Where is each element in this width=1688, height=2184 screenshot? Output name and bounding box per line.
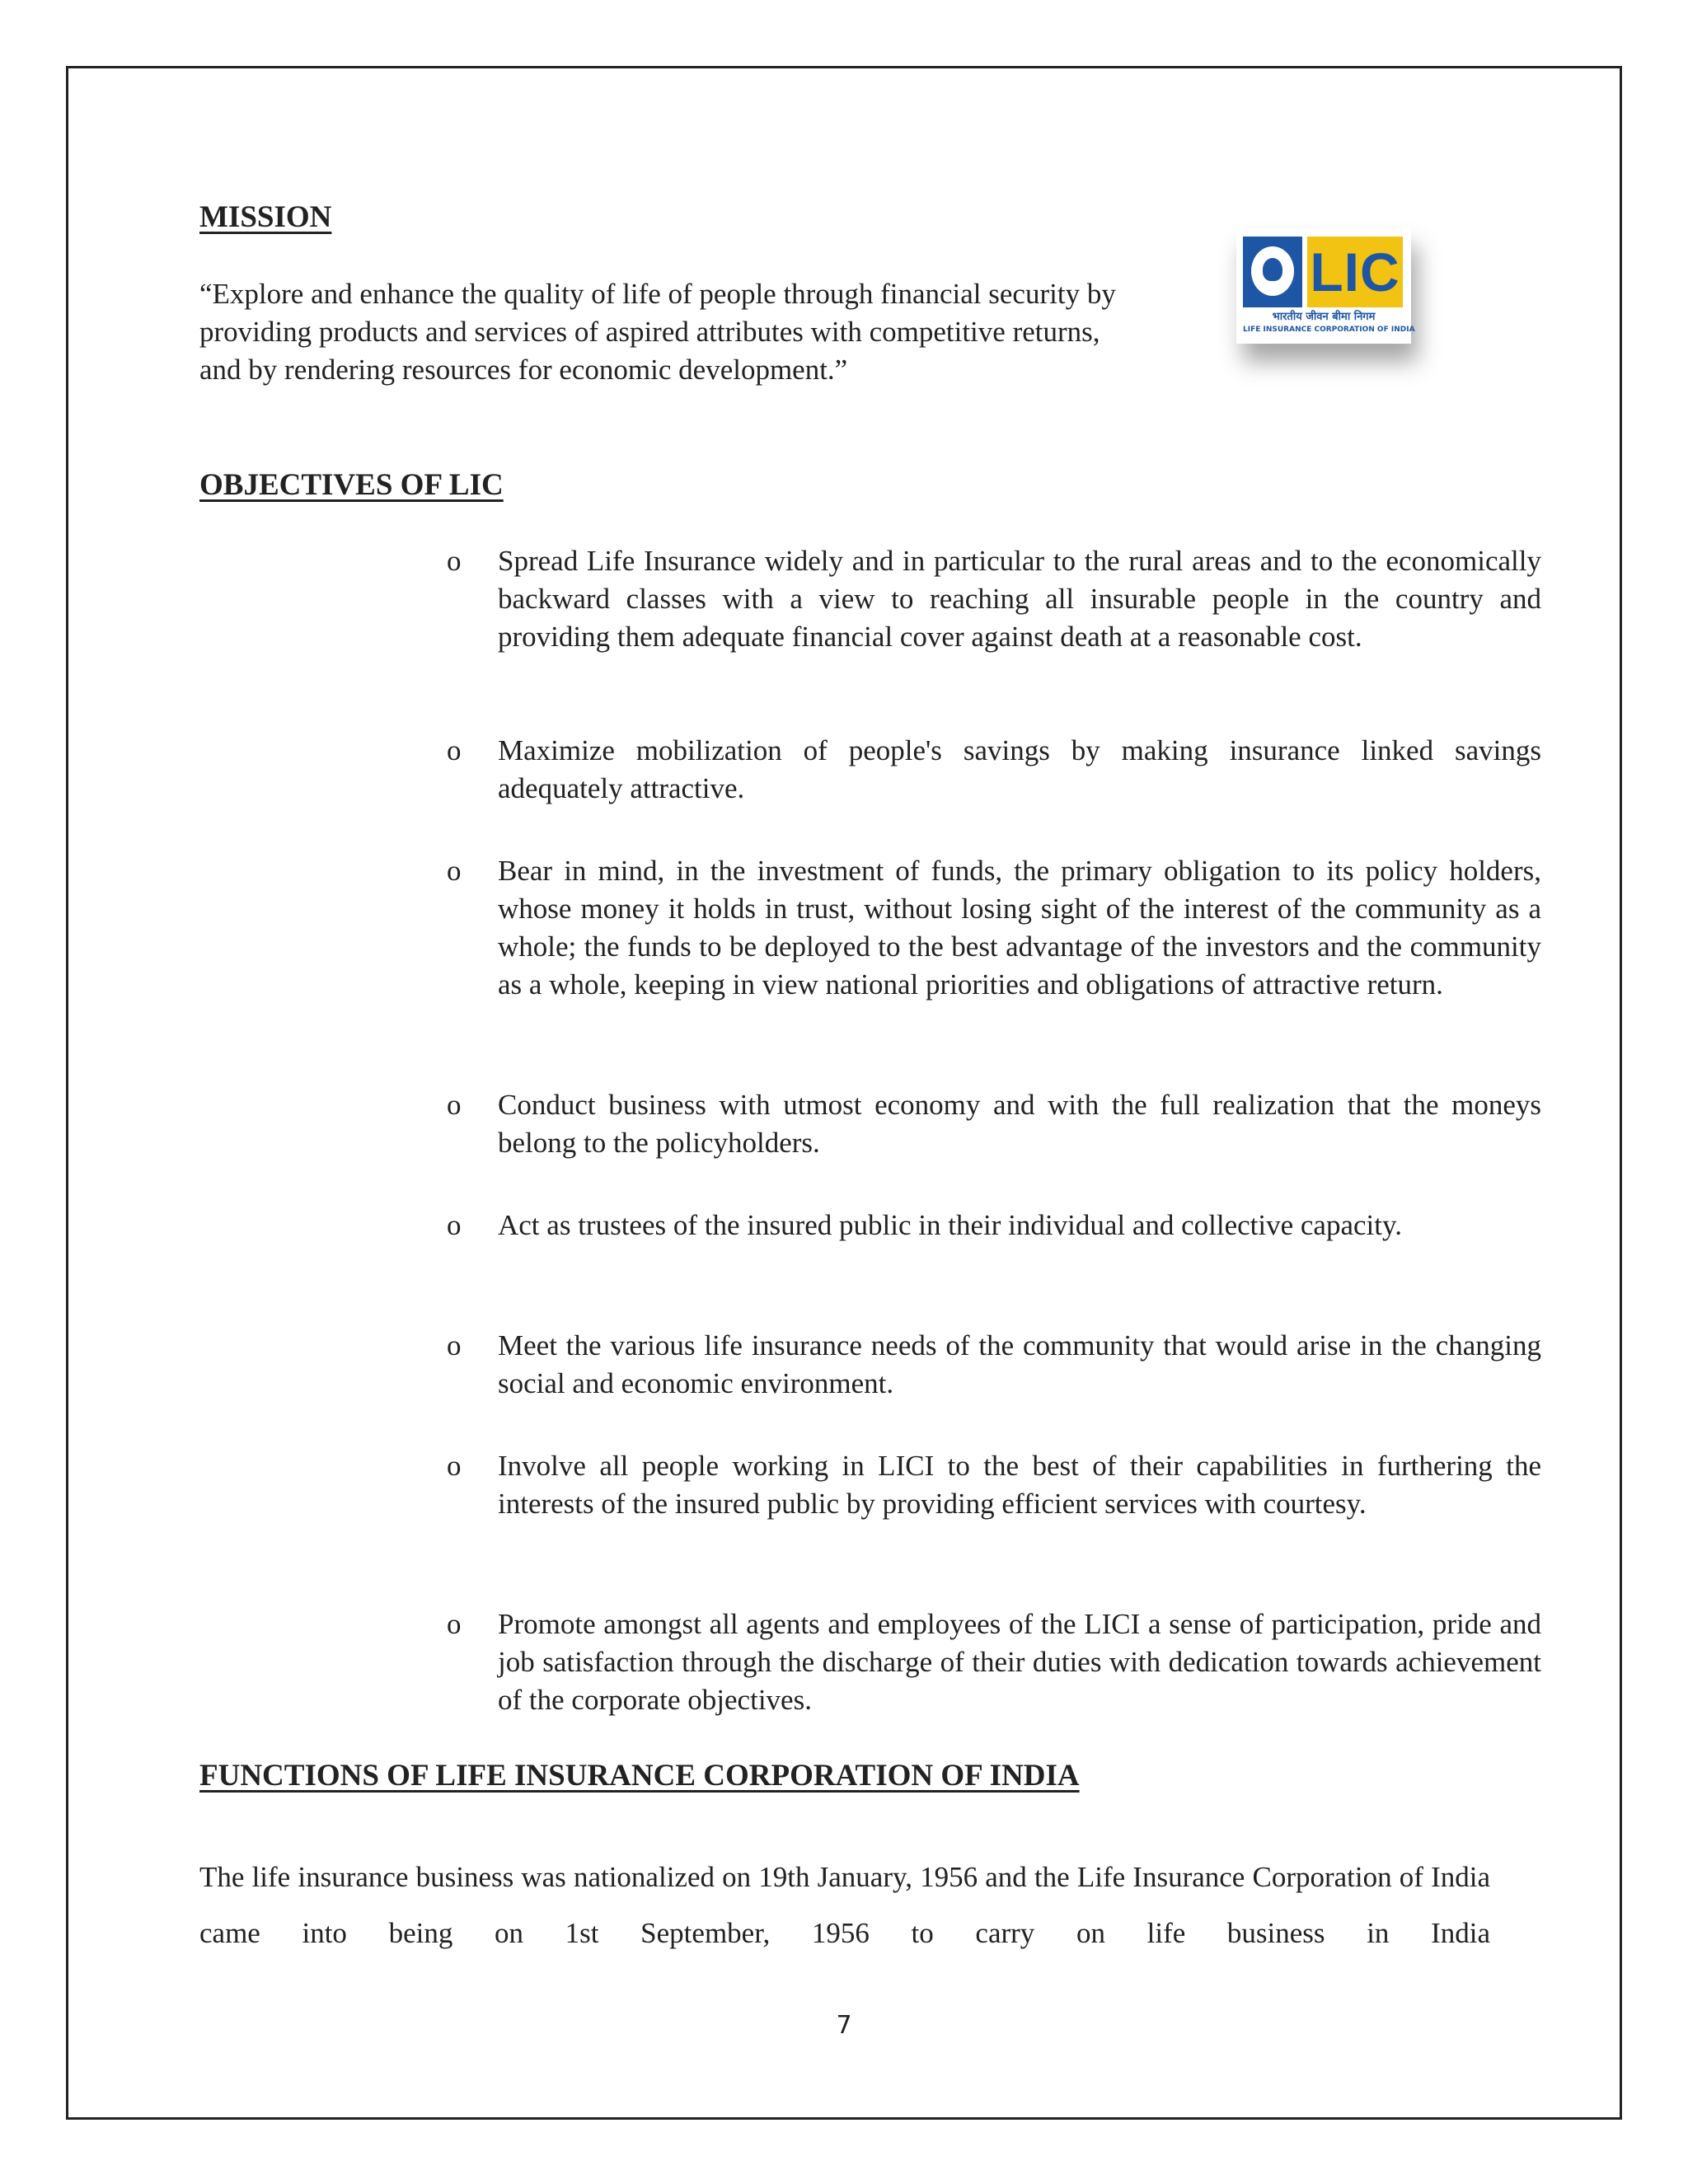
mission-heading: MISSION [199, 200, 332, 234]
lic-emblem-icon [1251, 246, 1294, 296]
bullet-marker: o [447, 734, 462, 766]
objective-text: Involve all people working in LICI to the best of their capabilities in furthering the interests of the insured public by providing efficient services with courtesy. [498, 1450, 1541, 1520]
lic-logo-wordmark: LIC [1307, 237, 1403, 307]
lamp-icon [1263, 258, 1282, 281]
objective-text: Spread Life Insurance widely and in particular to the rural areas and to the economically backward classes with a view to reaching all insurable people in the country and providing them adequate financial cover against death at a reasonable cost. [498, 545, 1541, 653]
bullet-marker: o [447, 855, 462, 887]
mission-statement: “Explore and enhance the quality of life of people through financial security by providing products and services of aspired attributes with competitive returns, and by rendering resources for economic development.” [199, 278, 1116, 386]
objective-text: Maximize mobilization of people's savings by making insurance linked savings adequately attractive. [498, 734, 1541, 804]
objective-text: Meet the various life insurance needs of the community that would arise in the changing social and economic environment. [498, 1329, 1541, 1399]
bullet-marker: o [447, 1608, 462, 1640]
functions-heading: FUNCTIONS OF LIFE INSURANCE CORPORATION OF INDIA [199, 1759, 1080, 1793]
page-number: 7 [836, 2011, 852, 2040]
functions-paragraph: The life insurance business was nationalized on 19th January, 1956 and the Life Insurance Corporation of India came into being on 1st September, 1956 to carry on life business in India [199, 1861, 1490, 1949]
objective-text: Bear in mind, in the investment of funds, the primary obligation to its policy holders, whose money it holds in trust, without losing sight of the interest of the community as a whole; the funds to be deployed to the best advantage of the investors and the community as a whole, keeping in view national priorities and obligations of attractive return. [498, 855, 1541, 1001]
bullet-marker: o [447, 1329, 462, 1361]
lic-emblem-panel [1243, 237, 1302, 307]
bullet-marker: o [447, 1089, 462, 1121]
objective-text: Act as trustees of the insured public in their individual and collective capacity. [498, 1209, 1402, 1241]
objective-text: Promote amongst all agents and employees of the LICI a sense of participation, pride and job satisfaction through the discharge of their duties with dedication towards achievement of the corporate objectives. [498, 1608, 1541, 1716]
objective-text: Conduct business with utmost economy and with the full realization that the moneys belong to the policyholders. [498, 1089, 1541, 1159]
bullet-marker: o [447, 1209, 462, 1241]
objectives-heading: OBJECTIVES OF LIC [199, 468, 504, 502]
lic-logo [1236, 228, 1415, 344]
lic-logo-hindi-text: भारतीय जीवन बीमा निगम [1272, 311, 1376, 323]
bullet-marker: o [447, 1450, 462, 1482]
bullet-marker: o [447, 545, 462, 577]
lic-logo-english-text: LIFE INSURANCE CORPORATION OF INDIA [1243, 326, 1415, 334]
